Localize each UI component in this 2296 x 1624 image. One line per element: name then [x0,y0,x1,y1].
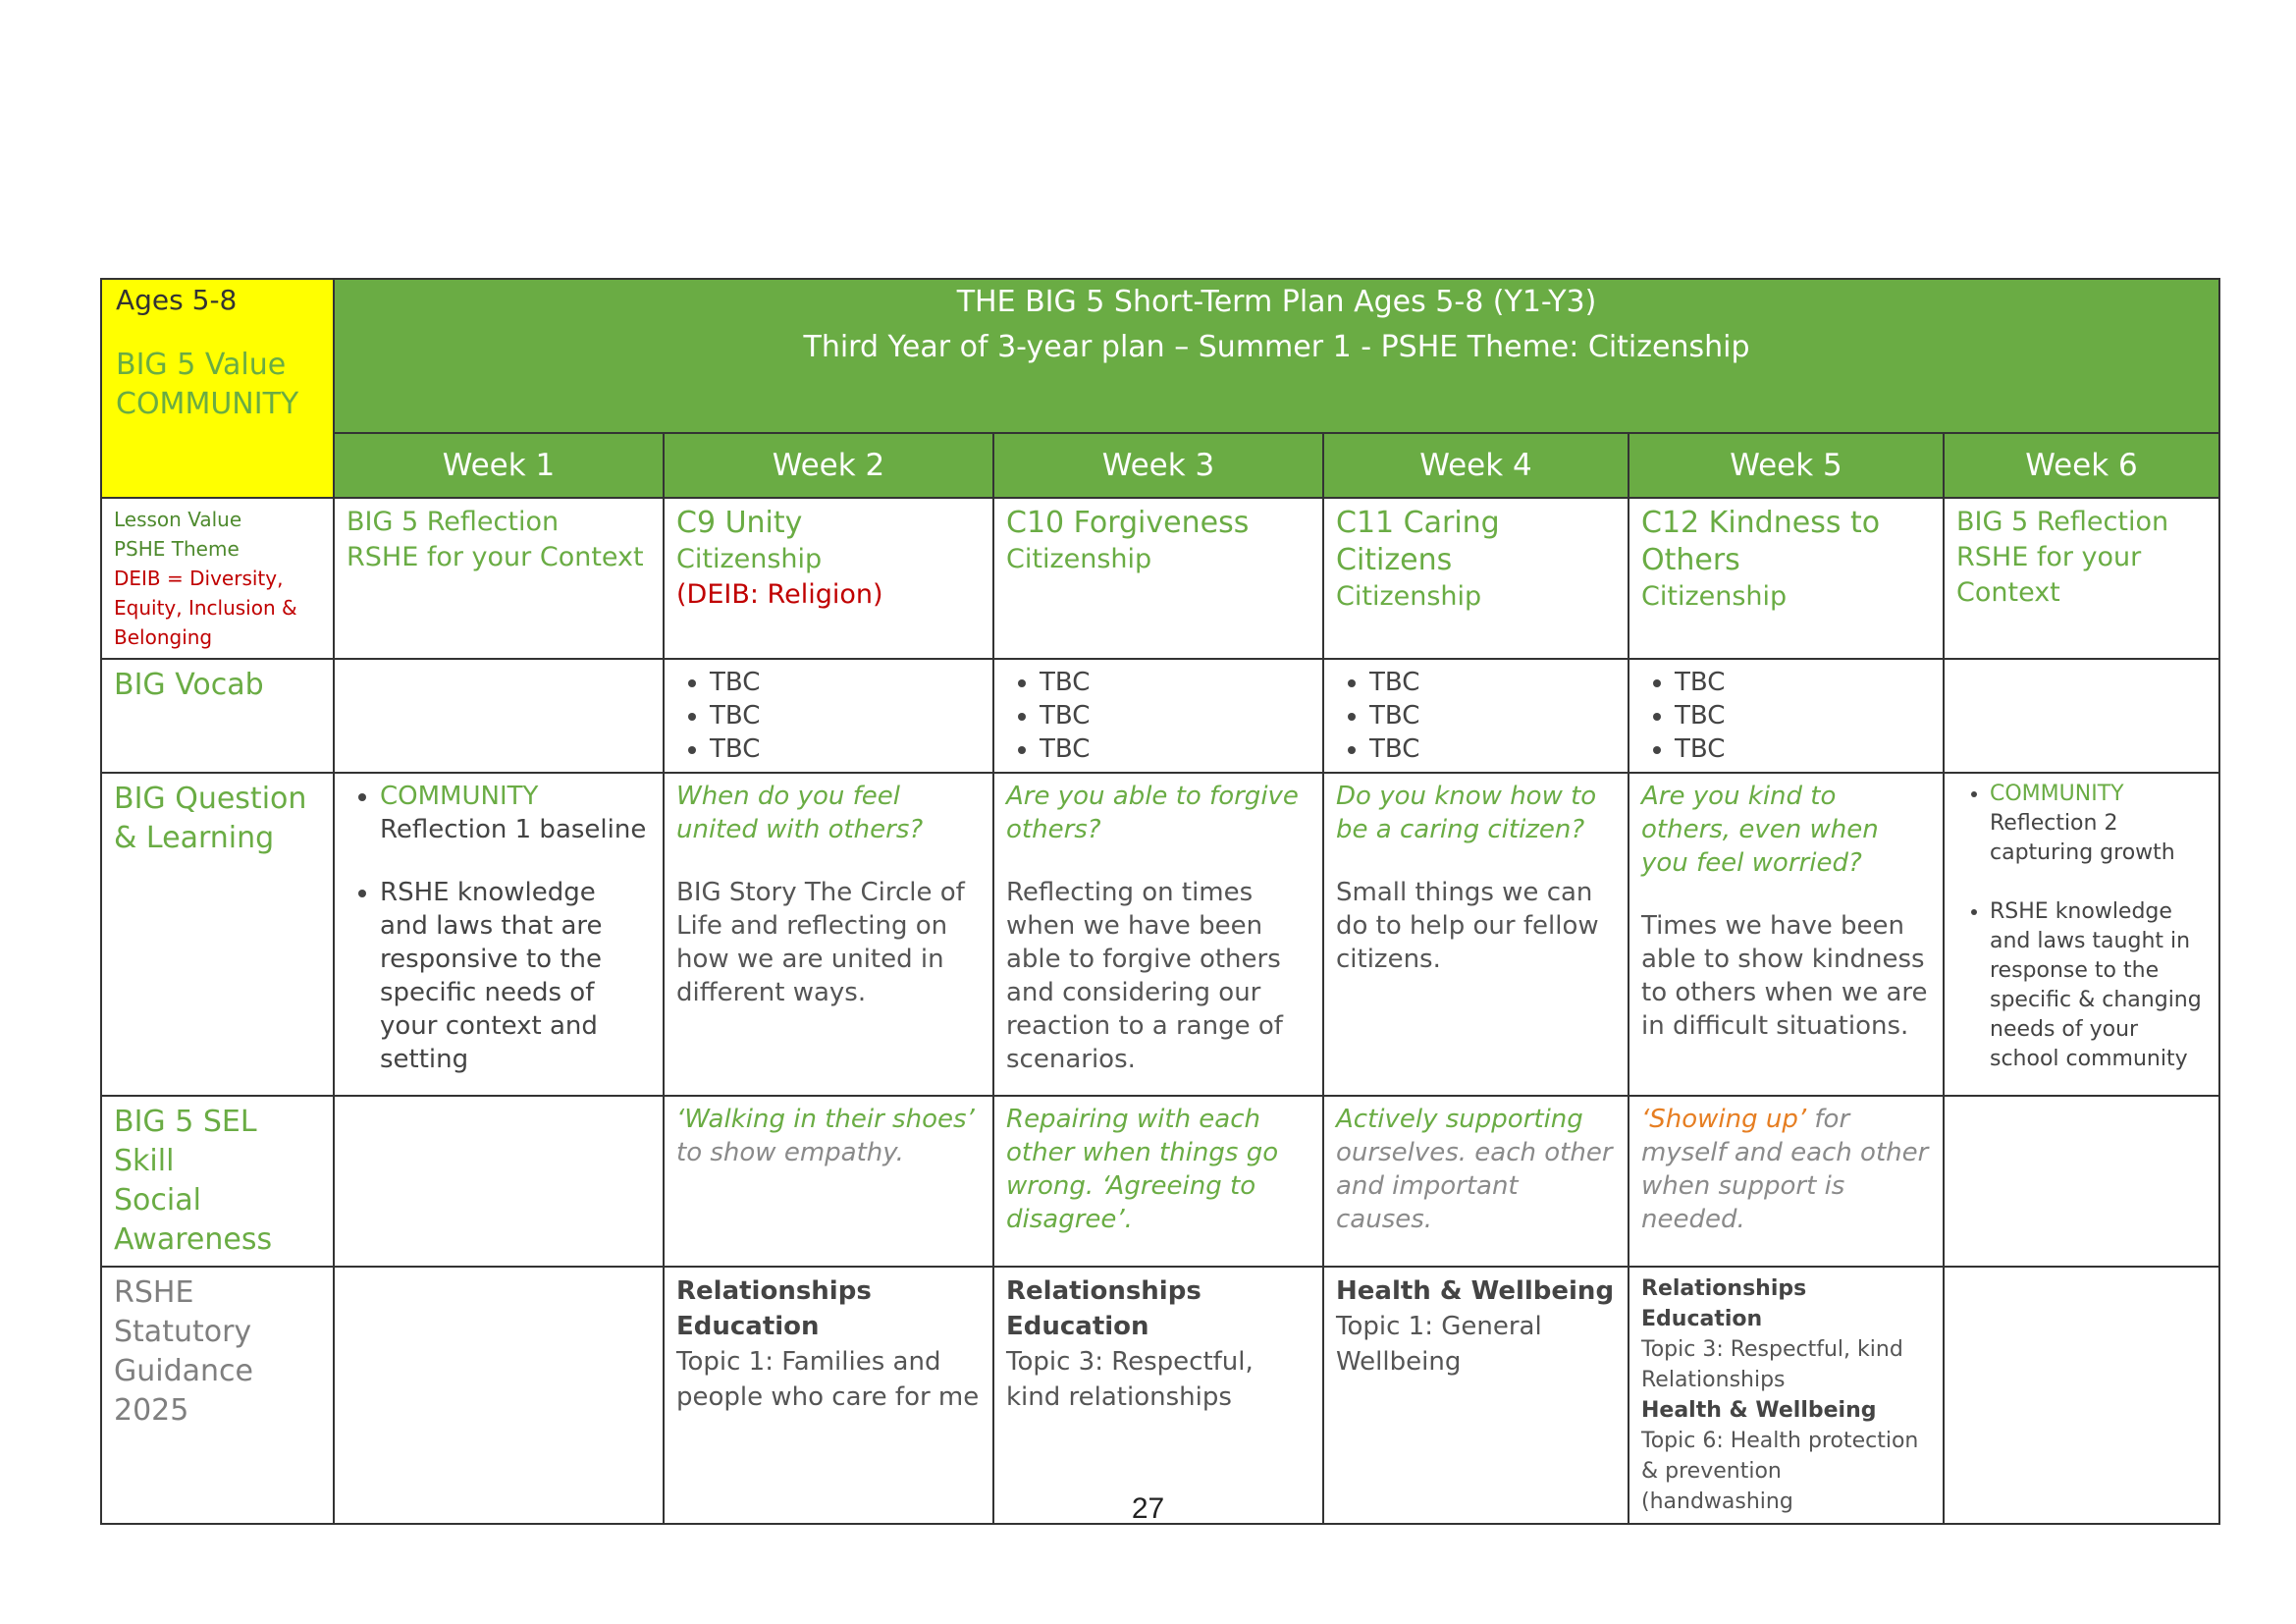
lesson-deib: (DEIB: Religion) [676,579,883,610]
rshe-week-4 [1323,1267,1629,1524]
question-row [101,773,2219,1096]
sel-week-2 [664,1096,993,1267]
vocab-item: • TBC [1675,699,1931,732]
reflection-text: Reflection 1 baseline [380,815,647,844]
ages-label: Ages 5-8 [116,284,238,316]
deib-label-1: DEIB = Diversity, [114,567,284,590]
plan-title: THE BIG 5 Short-Term Plan Ages 5-8 (Y1-Y3) [956,285,1597,319]
question-week-2 [664,773,993,1096]
sel-week-6 [1944,1096,2219,1267]
week-5-header: Week 5 [1629,433,1944,498]
lesson-week-4 [1323,498,1629,659]
sel-highlight: ‘Walking in their shoes’ [676,1105,975,1134]
vocab-row [101,659,2219,773]
question-item [380,780,651,846]
lesson-week-6 [1944,498,2219,659]
short-term-plan-table [100,278,2220,1525]
sel-rest: for myself and each other when support is needed. [1641,1105,1929,1234]
question-item [1990,780,2207,868]
learning-text: Small things we can do to help our fellow citizens. [1336,878,1599,974]
sel-text [676,1103,981,1169]
rshe-heading: Health & Wellbeing [1336,1276,1615,1306]
lesson-title: BIG 5 Reflection [347,507,560,537]
question-list [1956,780,2207,1074]
lesson-title: C10 Forgiveness [1006,506,1250,540]
reflection-text: Reflection 2 capturing growth [1990,811,2175,865]
vocab-week-4 [1323,659,1629,773]
question-label: BIG Question & Learning [114,782,307,855]
sel-week-3 [993,1096,1323,1267]
rshe-heading: Health & Wellbeing [1641,1398,1877,1423]
rshe-week-5 [1629,1267,1944,1524]
lesson-theme: Citizenship [1641,581,1788,612]
lesson-subtitle: RSHE for your Context [347,542,644,572]
vocab-week-3 [993,659,1323,773]
learning-text: BIG Story The Circle of Life and reflecting on how we are united in different ways. [676,878,965,1007]
lesson-week-1 [334,498,664,659]
sel-label [114,1103,321,1260]
vocab-item: • TBC [1040,732,1310,766]
lesson-value-label: Lesson Value [114,508,242,531]
big5-value-name: COMMUNITY [116,387,299,421]
rshe-topic: Topic 1: General Wellbeing [1336,1312,1542,1377]
vocab-week-1 [334,659,664,773]
big-question: Are you able to forgive others? [1006,782,1299,844]
lesson-week-5 [1629,498,1944,659]
lesson-row-label [101,498,334,659]
lesson-row [101,498,2219,659]
question-item: • RSHE knowledge and laws taught in response to the specific & changing needs of your school community [1990,897,2207,1074]
rshe-heading: Relationships Education [676,1276,872,1341]
lesson-week-2 [664,498,993,659]
question-week-4 [1323,773,1629,1096]
big5-value-label: BIG 5 Value [116,348,287,382]
value-name: COMMUNITY [380,782,539,811]
rshe-topic: Topic 3: Respectful, kind relationships [1006,1347,1254,1412]
vocab-week-2 [664,659,993,773]
rshe-topic: Topic 6: Health protection & prevention (handwashing [1641,1429,1919,1514]
vocab-item: • TBC [710,732,981,766]
vocab-item: • TBC [1675,666,1931,699]
rshe-topic: Topic 3: Respectful, kind Relationships [1641,1337,1903,1392]
vocab-item: • TBC [710,699,981,732]
week-2-header: Week 2 [664,433,993,498]
vocab-list [1006,666,1310,766]
big5-value [116,346,319,424]
sel-label-1: BIG 5 SEL Skill [114,1105,257,1178]
lesson-week-3 [993,498,1323,659]
rshe-week-2 [664,1267,993,1524]
big-question: When do you feel united with others? [676,782,924,844]
sel-text [1336,1103,1616,1236]
lesson-title: C9 Unity [676,506,803,540]
value-name: COMMUNITY [1990,782,2124,806]
plan-title-cell [334,279,2219,433]
vocab-item: • TBC [1369,732,1616,766]
vocab-item: • TBC [1369,699,1616,732]
week-3-header: Week 3 [993,433,1323,498]
deib-label-3: Belonging [114,625,213,649]
rshe-week-1 [334,1267,664,1524]
plan-subtitle: Third Year of 3-year plan – Summer 1 - PSHE Theme: Citizenship [803,330,1750,364]
question-week-3 [993,773,1323,1096]
sel-rest: to show empathy. [676,1138,904,1167]
big-question: Do you know how to be a caring citizen? [1336,782,1597,844]
question-item: • RSHE knowledge and laws that are responsive to the specific needs of your context and setting [380,876,651,1076]
vocab-label: BIG Vocab [114,668,264,702]
rshe-week-3 [993,1267,1323,1524]
vocab-item: • TBC [1675,732,1931,766]
rshe-heading: Relationships Education [1006,1276,1201,1341]
sel-highlight: Repairing with each other when things go wrong. ‘Agreeing to disagree’. [1006,1105,1279,1234]
sel-week-1 [334,1096,664,1267]
vocab-item: • TBC [1040,699,1310,732]
rshe-week-6 [1944,1267,2219,1524]
vocab-list [1336,666,1616,766]
sel-row-label [101,1096,334,1267]
rshe-row-label [101,1267,334,1524]
age-value-cell [101,279,334,498]
lesson-theme: Citizenship [1006,544,1152,574]
vocab-week-6 [1944,659,2219,773]
big-question: Are you kind to others, even when you feel worried? [1641,782,1879,878]
sel-rest: ourselves. each other and important causes. [1336,1138,1613,1234]
lesson-title: BIG 5 Reflection RSHE for your Context [1956,507,2169,608]
question-list [347,780,651,1076]
vocab-week-5 [1629,659,1944,773]
vocab-item: • TBC [710,666,981,699]
page-number: 27 [1131,1492,1165,1525]
sel-week-5 [1629,1096,1944,1267]
question-week-6 [1944,773,2219,1096]
deib-label-2: Equity, Inclusion & [114,596,297,620]
vocab-item: • TBC [1369,666,1616,699]
week-4-header: Week 4 [1323,433,1629,498]
sel-highlight: Actively supporting [1336,1105,1583,1134]
pshe-theme-label: PSHE Theme [114,537,240,561]
sel-highlight: ‘Showing up’ [1641,1105,1807,1134]
lesson-title: C11 Caring Citizens [1336,506,1500,577]
week-1-header: Week 1 [334,433,664,498]
vocab-item: • TBC [1040,666,1310,699]
rshe-heading: Relationships Education [1641,1276,1807,1331]
vocab-row-label [101,659,334,773]
question-week-1 [334,773,664,1096]
lesson-theme: Citizenship [1336,581,1482,612]
sel-week-4 [1323,1096,1629,1267]
sel-text [1006,1103,1310,1236]
vocab-list [1641,666,1931,766]
week-6-header: Week 6 [1944,433,2219,498]
sel-text [1641,1103,1931,1236]
sel-row [101,1096,2219,1267]
vocab-list [676,666,981,766]
rshe-topic: Topic 1: Families and people who care for me [676,1347,980,1412]
sel-label-2: Social Awareness [114,1183,273,1257]
learning-text: Reflecting on times when we have been able to forgive others and considering our reaction to a range of scenarios. [1006,878,1283,1074]
lesson-title: C12 Kindness to Others [1641,506,1881,577]
learning-text: Times we have been able to show kindness to others when we are in difficult situations. [1641,911,1928,1041]
rshe-label: RSHE Statutory Guidance 2025 [114,1275,253,1428]
rshe-row [101,1267,2219,1524]
question-week-5 [1629,773,1944,1096]
lesson-theme: Citizenship [676,544,823,574]
question-row-label [101,773,334,1096]
